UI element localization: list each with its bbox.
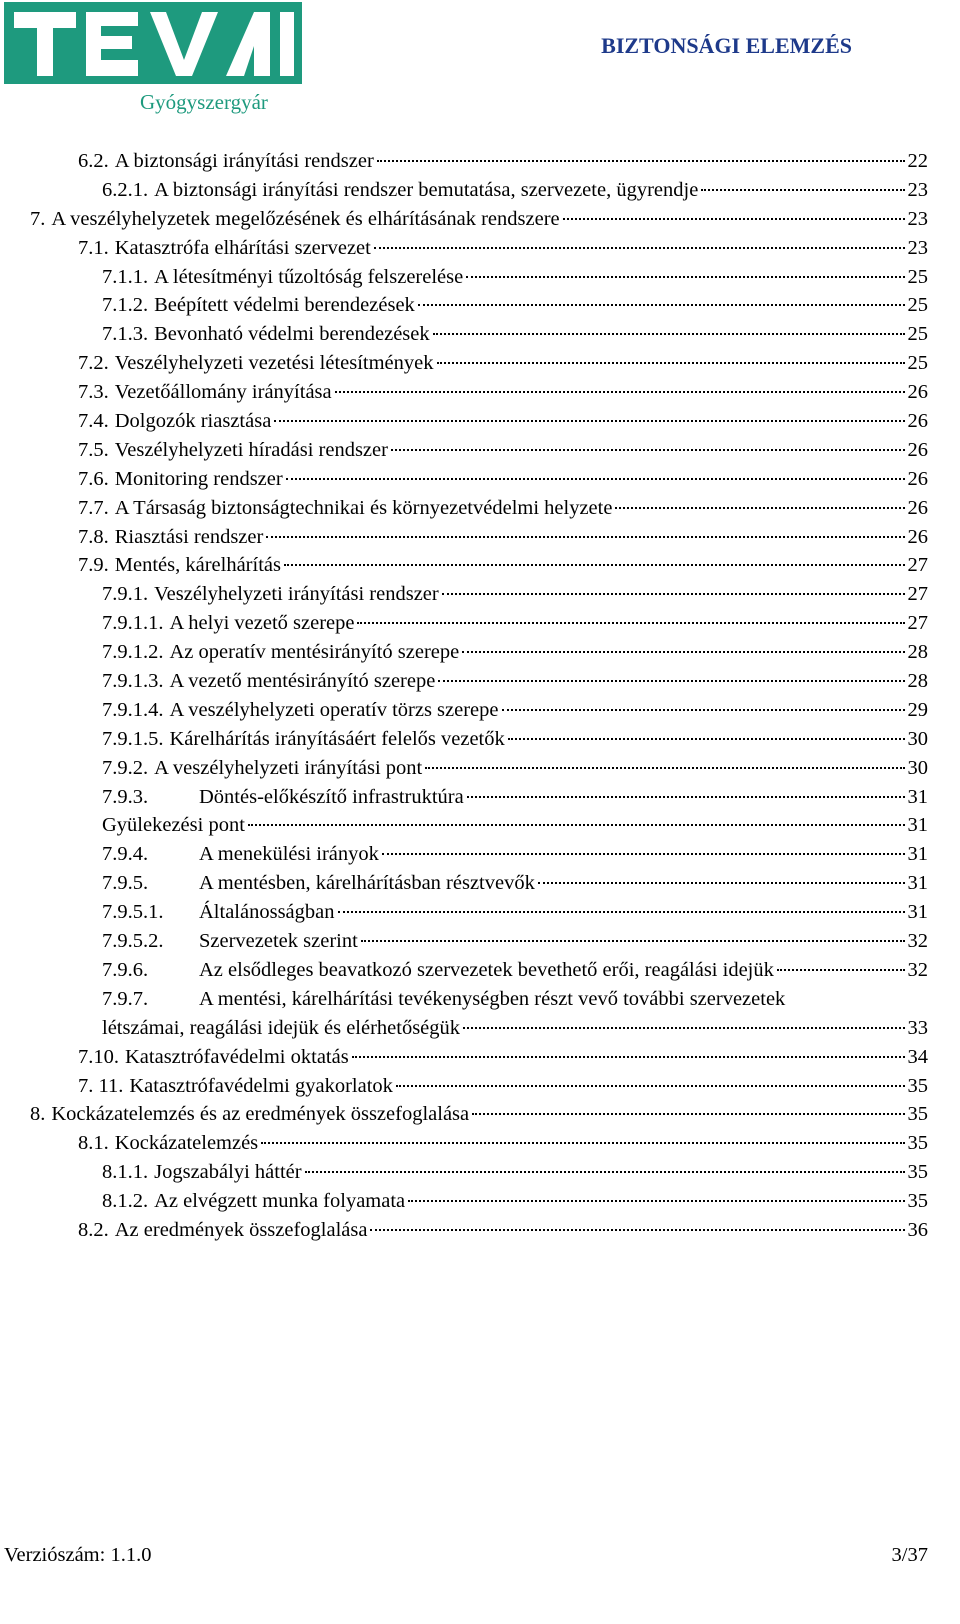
toc-leader-dots [701,189,904,191]
toc-entry-text: A veszélyhelyzeti operatív törzs szerepe [169,698,499,721]
toc-page-number: 31 [907,785,928,808]
toc-entry[interactable] [30,465,928,494]
toc-entry-number: 7.8. [78,525,109,548]
toc-entry[interactable] [30,725,928,754]
toc-entry[interactable] [30,494,928,523]
toc-entry-text: A létesítményi tűzoltóság felszerelése [154,265,464,288]
toc-entry-label [102,1187,405,1216]
toc-leader-dots [508,738,905,740]
toc-leader-dots [433,333,905,335]
teva-logo [4,2,302,84]
toc-entry[interactable] [30,869,928,898]
toc-entry-label [78,407,271,436]
toc-entry-number: 7.9.5.1. [102,901,164,924]
toc-entry-number: 7.9.5. [102,872,149,895]
toc-page-number: 23 [907,207,928,230]
toc-leader-dots [357,622,904,624]
toc-page-number: 28 [907,670,928,693]
toc-entry-label [78,494,612,523]
toc-page-number: 27 [907,554,928,577]
toc-leader-dots [382,853,905,855]
toc-entry-number: 8.1.1. [102,1161,149,1184]
toc-entry-label [102,927,358,956]
toc-entry-number: 7.9.1.4. [102,698,164,721]
toc-entry[interactable] [30,320,928,349]
toc-entry-text: Veszélyhelyzeti irányítási rendszer [154,583,439,606]
toc-entry-text: Az elsődleges beavatkozó szervezetek bevethető erői, reagálási idejük [199,958,774,981]
toc-entry-label [102,1158,302,1187]
toc-entry-number: 8.2. [78,1218,109,1241]
toc-leader-dots [418,304,905,306]
toc-leader-dots [463,1027,904,1029]
toc-leader-dots [615,507,904,509]
toc-leader-dots [425,767,904,769]
toc-entry-text: Kárelhárítás irányításáért felelős vezetők [169,727,505,750]
toc-entry-label [78,1129,258,1158]
toc-entry-number: 6.2. [78,150,109,172]
toc-page-number: 31 [907,901,928,924]
toc-leader-dots [338,911,905,913]
toc-leader-dots [502,709,905,711]
toc-entry-label [102,1014,460,1043]
toc-entry-number: 7.3. [78,381,109,404]
toc-entry-label [102,291,415,320]
toc-entry-text: Riasztási rendszer [114,525,264,548]
toc-page-number: 22 [907,150,928,172]
toc-page-number: 30 [907,727,928,750]
toc-entry[interactable] [30,898,928,927]
toc-leader-dots [248,824,905,826]
table-of-contents [30,147,928,1245]
toc-page-number: 27 [907,612,928,635]
toc-page-number: 23 [907,236,928,259]
toc-page-number: 26 [907,467,928,490]
toc-entry-label [102,609,354,638]
toc-entry-text: Kockázatelemzés és az eredmények összefoglalása [51,1103,470,1126]
toc-leader-dots [462,651,904,653]
toc-entry-number: 7.9.1. [102,583,149,606]
toc-leader-dots [467,796,905,798]
toc-entry-label [102,263,463,292]
toc-entry-number: 8.1. [78,1132,109,1155]
toc-entry-label [102,754,422,783]
toc-entry-text: Általánosságban [199,901,335,924]
toc-entry-text: Szervezetek szerint [199,930,358,953]
toc-entry-number: 7. [30,207,46,230]
toc-entry-number: 7.4. [78,410,109,433]
toc-entry[interactable] [30,1014,928,1043]
toc-entry[interactable] [30,985,928,1014]
toc-entry-text: Katasztrófa elhárítási szervezet [114,236,371,259]
toc-page-number: 27 [907,583,928,606]
toc-entry[interactable] [30,609,928,638]
toc-entry[interactable] [30,754,928,783]
toc-page-number: 35 [907,1074,928,1097]
toc-entry-label [78,1216,367,1245]
toc-page-number: 26 [907,525,928,548]
toc-page-number: 26 [907,438,928,461]
toc-entry-label [30,1100,469,1129]
toc-entry-label [102,176,698,205]
toc-entry-number: 7.1. [78,236,109,259]
toc-page-number: 35 [907,1190,928,1213]
toc-entry-label [102,840,379,869]
toc-entry-label [78,1043,349,1072]
toc-leader-dots [335,391,905,393]
toc-leader-dots [408,1200,904,1202]
toc-entry-number: 7.9.7. [102,987,149,1010]
toc-entry-label [102,696,499,725]
toc-entry[interactable] [30,349,928,378]
toc-entry[interactable] [30,551,928,580]
toc-page-number: 26 [907,410,928,433]
toc-entry[interactable] [30,1100,928,1129]
toc-entry[interactable] [30,263,928,292]
toc-entry-text: Vezetőállomány irányítása [114,381,332,404]
toc-page-number: 35 [907,1132,928,1155]
toc-leader-dots [266,536,904,538]
toc-page-number: 31 [907,843,928,866]
toc-leader-dots [472,1113,904,1115]
toc-entry-label [102,783,464,812]
toc-entry-label [102,956,774,985]
toc-entry[interactable] [30,811,928,840]
toc-entry-label [102,580,439,609]
toc-entry[interactable] [30,956,928,985]
toc-entry-number: 7.1.2. [102,294,149,317]
toc-entry-label [78,1072,393,1101]
toc-page-number: 26 [907,381,928,404]
toc-page-number: 28 [907,641,928,664]
toc-page-number: 36 [907,1218,928,1241]
page-number: 3/37 [891,1544,928,1566]
toc-entry[interactable] [30,840,928,869]
toc-entry-text: A Társaság biztonságtechnikai és környezetvédelmi helyzete [114,496,613,519]
toc-entry-number: 7.1.3. [102,323,149,346]
toc-entry-text: Az eredmények összefoglalása [114,1218,368,1241]
toc-entry-text: Katasztrófavédelmi gyakorlatok [129,1074,393,1097]
toc-entry-number: 7.9.4. [102,843,149,866]
toc-entry-text: A menekülési irányok [199,843,379,866]
toc-entry-text: A helyi vezető szerepe [169,612,355,635]
toc-entry[interactable] [30,436,928,465]
toc-entry-number: 7.9. [78,554,109,577]
toc-page-number: 33 [907,1016,928,1039]
toc-entry-number: 7.2. [78,352,109,375]
company-name: Gyógyszergyár [140,90,268,114]
toc-entry-text: Veszélyhelyzeti vezetési létesítmények [114,352,434,375]
toc-entry[interactable] [30,638,928,667]
toc-entry-text: Monitoring rendszer [114,467,283,490]
toc-entry-label [78,465,283,494]
toc-leader-dots [391,449,905,451]
toc-leader-dots [305,1171,905,1173]
toc-entry[interactable] [30,696,928,725]
toc-leader-dots [352,1056,905,1058]
toc-entry-number: 7.9.1.5. [102,727,164,750]
toc-leader-dots [370,1229,904,1231]
toc-entry-text: Katasztrófavédelmi oktatás [125,1045,349,1068]
toc-leader-dots [438,680,904,682]
toc-entry[interactable] [30,1072,928,1101]
toc-entry-text: Veszélyhelyzeti híradási rendszer [114,438,388,461]
toc-leader-dots [466,276,904,278]
toc-entry-text: A mentési, kárelhárítási tevékenységben részt vevő további szervezetek [199,987,786,1010]
toc-page-number: 23 [907,178,928,201]
toc-entry-text: Beépített védelmi berendezések [154,294,415,317]
toc-entry-number: 7. 11. [78,1074,124,1097]
toc-entry-text: Jogszabályi háttér [154,1161,302,1184]
toc-page-number: 35 [907,1161,928,1184]
toc-entry-number: 7.9.3. [102,785,149,808]
toc-entry-text: létszámai, reagálási idejük és elérhetőségük [102,1016,461,1039]
toc-entry[interactable] [30,1216,928,1245]
toc-page-number: 25 [907,352,928,375]
toc-entry-number: 8.1.2. [102,1190,149,1213]
toc-entry[interactable] [30,407,928,436]
document-title: BIZTONSÁGI ELEMZÉS [601,33,852,58]
toc-page-number: 25 [907,294,928,317]
toc-leader-dots [274,420,904,422]
toc-entry-number: 6.2.1. [102,178,149,201]
toc-entry[interactable] [30,147,928,176]
toc-entry-text: Mentés, kárelhárítás [114,554,281,577]
toc-entry[interactable] [30,234,928,263]
toc-page-number: 25 [907,265,928,288]
toc-entry-text: A vezető mentésirányító szerepe [169,670,436,693]
toc-entry[interactable] [30,1043,928,1072]
toc-entry-label [78,551,281,580]
toc-entry-text: A biztonsági irányítási rendszer bemutatása, szervezete, ügyrendje [154,178,699,201]
toc-entry[interactable] [30,205,928,234]
toc-leader-dots [563,218,905,220]
toc-entry-label [30,205,560,234]
toc-page-number: 32 [907,930,928,953]
toc-entry[interactable] [30,1187,928,1216]
toc-leader-dots [437,362,905,364]
toc-entry-number: 7.9.6. [102,958,149,981]
toc-entry-number: 7.1.1. [102,265,149,288]
toc-entry-label [102,811,245,840]
toc-entry-text: Az elvégzett munka folyamata [154,1190,406,1213]
toc-page-number: 29 [907,698,928,721]
toc-entry-number: 7.9.1.2. [102,641,164,664]
toc-entry[interactable] [30,523,928,552]
toc-leader-dots [777,969,905,971]
toc-entry-text: Dolgozók riasztása [114,410,272,433]
toc-entry-number: 7.5. [78,438,109,461]
toc-leader-dots [442,593,905,595]
toc-entry-label [78,234,371,263]
toc-page-number: 35 [907,1103,928,1126]
toc-page-number: 26 [907,496,928,519]
toc-entry-label [78,147,374,176]
version-number: Verziószám: 1.1.0 [4,1544,152,1566]
toc-entry-number: 7.10. [78,1045,119,1068]
toc-entry-label [78,378,332,407]
toc-entry-number: 8. [30,1103,46,1126]
toc-entry-label [78,349,434,378]
toc-page-number: 25 [907,323,928,346]
toc-entry-number: 7.9.2. [102,756,149,779]
toc-entry-label [102,667,435,696]
toc-leader-dots [377,160,905,162]
toc-entry-label [78,436,388,465]
toc-entry-label [102,725,505,754]
toc-entry-number: 7.9.1.3. [102,670,164,693]
toc-page-number: 34 [907,1045,928,1068]
toc-entry-text: Döntés-előkészítő infrastruktúra [199,785,464,808]
toc-entry-label [102,320,430,349]
toc-entry-text: Kockázatelemzés [114,1132,259,1155]
toc-leader-dots [374,247,905,249]
toc-page-number: 31 [907,872,928,895]
toc-entry[interactable] [30,176,928,205]
toc-entry-label [102,869,535,898]
toc-entry-label [102,898,335,927]
toc-page-number: 32 [907,958,928,981]
toc-entry-label [102,638,459,667]
toc-page-number: 31 [907,814,928,837]
toc-entry[interactable] [30,1129,928,1158]
toc-leader-dots [361,940,905,942]
toc-entry-text: Bevonható védelmi berendezések [154,323,430,346]
toc-leader-dots [396,1085,905,1087]
toc-entry-number: 7.6. [78,467,109,490]
toc-entry-text: A biztonsági irányítási rendszer [114,150,374,172]
toc-entry[interactable] [30,580,928,609]
toc-entry-text: A veszélyhelyzetek megelőzésének és elhárításának rendszere [51,207,560,230]
toc-entry-label [102,985,785,1014]
toc-entry-text: A veszélyhelyzeti irányítási pont [154,756,423,779]
toc-entry-text: Gyülekezési pont [102,814,245,837]
toc-entry[interactable] [30,1158,928,1187]
toc-entry[interactable] [30,667,928,696]
toc-leader-dots [261,1142,904,1144]
toc-page-number: 30 [907,756,928,779]
toc-entry-number: 7.9.5.2. [102,930,164,953]
toc-entry[interactable] [30,927,928,956]
toc-entry-label [78,523,263,552]
toc-entry[interactable] [30,378,928,407]
toc-entry[interactable] [30,783,928,812]
toc-leader-dots [284,564,905,566]
toc-entry-number: 7.7. [78,496,109,519]
toc-entry-text: Az operatív mentésirányító szerepe [169,641,460,664]
toc-leader-dots [286,478,905,480]
toc-entry-text: A mentésben, kárelhárításban résztvevők [199,872,535,895]
toc-entry[interactable] [30,291,928,320]
toc-entry-number: 7.9.1.1. [102,612,164,635]
toc-leader-dots [538,882,905,884]
